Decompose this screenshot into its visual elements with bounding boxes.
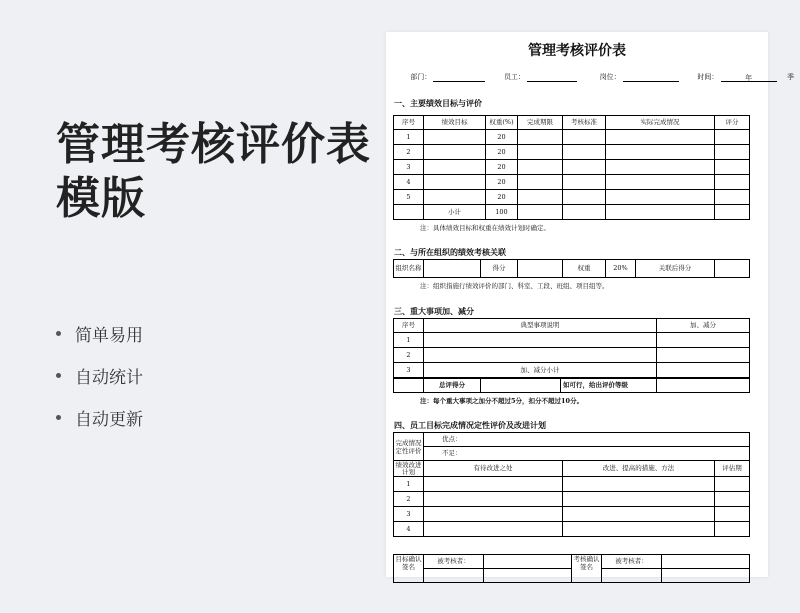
column-header: 考核标准 xyxy=(563,116,606,130)
cell xyxy=(563,205,606,220)
subtotal-label: 小计 xyxy=(424,205,486,220)
strengths-row xyxy=(394,433,750,447)
row-number: 2 xyxy=(394,492,424,507)
table-row xyxy=(394,507,750,522)
time-label: 时间： xyxy=(697,73,719,81)
bullet-icon xyxy=(56,373,61,378)
weight-cell: 20 xyxy=(486,130,518,145)
cell xyxy=(563,522,715,537)
weight-label: 权重 xyxy=(563,260,606,278)
meta-row xyxy=(394,72,794,82)
cell xyxy=(657,348,750,363)
cell xyxy=(606,160,715,175)
section2-note: 注：组织指施行绩效评价的部门、科室、工段、班组、项目组等。 xyxy=(420,282,609,290)
row-number: 2 xyxy=(394,348,424,363)
result-confirm-label: 考核确认签名 xyxy=(572,555,602,583)
subtotal-label: 加、减分小计 xyxy=(424,363,657,378)
total-score-table xyxy=(393,378,750,393)
cell xyxy=(563,190,606,205)
weaknesses-row xyxy=(394,447,750,461)
column-header: 序号 xyxy=(394,319,424,333)
feature-item xyxy=(56,312,143,354)
cell xyxy=(606,175,715,190)
cell xyxy=(424,569,484,583)
cell xyxy=(518,130,563,145)
cell xyxy=(394,379,424,393)
feature-label: 自动更新 xyxy=(75,409,143,430)
cell xyxy=(715,507,750,522)
cell xyxy=(606,190,715,205)
table-row xyxy=(394,492,750,507)
section2-heading: 二、与所在组织的绩效考核关联 xyxy=(394,247,506,257)
cell xyxy=(424,333,657,348)
cell xyxy=(424,507,563,522)
cell xyxy=(602,569,662,583)
cell xyxy=(563,130,606,145)
grade-label: 如可行，给出评价等级 xyxy=(561,379,657,393)
weight-cell: 20 xyxy=(486,175,518,190)
table-header-row xyxy=(394,116,750,130)
year-label: 年 xyxy=(745,74,753,82)
table-row xyxy=(394,130,750,145)
weight-value: 20% xyxy=(606,260,636,278)
cell xyxy=(606,145,715,160)
row-number: 4 xyxy=(394,175,424,190)
column-header: 序号 xyxy=(394,116,424,130)
cell xyxy=(424,477,563,492)
table-row xyxy=(394,379,750,393)
row-number: 2 xyxy=(394,145,424,160)
promo-title xyxy=(56,118,371,226)
section3-note: 注：每个重大事项之加分不超过5分，扣分不超过10分。 xyxy=(420,397,584,405)
column-header: 权重(%) xyxy=(486,116,518,130)
table-row xyxy=(394,145,750,160)
table-row xyxy=(394,190,750,205)
cell xyxy=(563,145,606,160)
table-row xyxy=(394,160,750,175)
cell xyxy=(715,190,750,205)
column-header: 加、减分 xyxy=(657,319,750,333)
feature-item xyxy=(56,354,143,396)
row-number: 4 xyxy=(394,522,424,537)
table-row xyxy=(394,333,750,348)
column-header: 评估期 xyxy=(715,461,750,477)
cell xyxy=(662,555,750,569)
row-number: 3 xyxy=(394,363,424,378)
cell xyxy=(606,130,715,145)
cell xyxy=(657,333,750,348)
table-row xyxy=(394,175,750,190)
row-number: 1 xyxy=(394,477,424,492)
qualitative-label: 完成情况定性评价 xyxy=(394,433,424,461)
cell xyxy=(518,205,563,220)
bullet-icon xyxy=(56,415,61,420)
column-header: 典型事项说明 xyxy=(424,319,657,333)
cell xyxy=(518,145,563,160)
cell xyxy=(424,160,486,175)
document-title: 管理考核评价表 xyxy=(528,43,626,59)
subtotal-row xyxy=(394,205,750,220)
cell xyxy=(518,260,563,278)
subtotal-value: 100 xyxy=(486,205,518,220)
row-number: 3 xyxy=(394,507,424,522)
row-number: 5 xyxy=(394,190,424,205)
feature-label: 简单易用 xyxy=(75,325,143,346)
table-row xyxy=(394,260,750,278)
cell xyxy=(424,492,563,507)
cell xyxy=(394,205,424,220)
improvement-table xyxy=(393,432,750,537)
strengths-label: 优点： xyxy=(424,433,750,447)
cell xyxy=(715,522,750,537)
column-header: 改进、提高的措施、方法 xyxy=(563,461,715,477)
cell xyxy=(563,477,715,492)
cell xyxy=(563,160,606,175)
cell xyxy=(424,175,486,190)
total-score-label: 总评得分 xyxy=(424,379,481,393)
cell xyxy=(715,160,750,175)
column-header: 有待改进之处 xyxy=(424,461,563,477)
table-header-row xyxy=(394,461,750,477)
cell xyxy=(657,379,750,393)
cell xyxy=(484,569,572,583)
row-number: 1 xyxy=(394,333,424,348)
cell xyxy=(424,145,486,160)
score-label: 得分 xyxy=(481,260,518,278)
assessor-label: 被考核者： xyxy=(602,555,662,569)
staff-label: 员工： xyxy=(503,73,525,81)
column-header: 实际完成情况 xyxy=(606,116,715,130)
cell xyxy=(484,555,572,569)
staff-field xyxy=(527,73,577,82)
cell xyxy=(715,260,750,278)
cell xyxy=(563,492,715,507)
signature-table xyxy=(393,554,750,583)
goals-table xyxy=(393,115,750,220)
row-number: 1 xyxy=(394,130,424,145)
cell xyxy=(715,145,750,160)
cell xyxy=(715,205,750,220)
promo-title-line1: 管理考核评价表 xyxy=(56,119,371,170)
cell xyxy=(518,175,563,190)
assessee-label: 被考核者： xyxy=(424,555,484,569)
row-number: 3 xyxy=(394,160,424,175)
cell xyxy=(518,190,563,205)
cell xyxy=(424,260,481,278)
cell xyxy=(662,569,750,583)
cell xyxy=(518,160,563,175)
weight-cell: 20 xyxy=(486,160,518,175)
cell xyxy=(715,477,750,492)
section1-heading: 一、主要绩效目标与评价 xyxy=(394,98,482,108)
feature-list xyxy=(56,312,143,438)
cell xyxy=(424,522,563,537)
cell xyxy=(481,379,561,393)
cell xyxy=(657,363,750,378)
post-label: 岗位： xyxy=(599,73,621,81)
section3-heading: 三、重大事项加、减分 xyxy=(394,306,474,316)
post-field xyxy=(623,73,679,82)
linked-score-label: 关联后得分 xyxy=(636,260,715,278)
table-header-row xyxy=(394,319,750,333)
weight-cell: 20 xyxy=(486,145,518,160)
bullet-icon xyxy=(56,331,61,336)
table-row xyxy=(394,522,750,537)
column-header: 评分 xyxy=(715,116,750,130)
cell xyxy=(606,205,715,220)
column-header: 绩效目标 xyxy=(424,116,486,130)
table-row xyxy=(394,555,750,569)
table-row xyxy=(394,477,750,492)
document-preview xyxy=(386,32,795,577)
cell xyxy=(563,175,606,190)
section1-note: 注：具体绩效目标和权重在绩效计划时确定。 xyxy=(420,224,550,232)
dept-label: 部门： xyxy=(410,73,432,81)
table-row xyxy=(394,363,750,378)
season-label: 季 xyxy=(787,73,795,81)
cell xyxy=(715,492,750,507)
cell xyxy=(424,348,657,363)
promo-title-line2: 模版 xyxy=(56,173,146,224)
cell xyxy=(424,130,486,145)
target-confirm-label: 目标确认签名 xyxy=(394,555,424,583)
column-header: 完成期限 xyxy=(518,116,563,130)
cell xyxy=(424,190,486,205)
weight-cell: 20 xyxy=(486,190,518,205)
section4-heading: 四、员工目标完成情况定性评价及改进计划 xyxy=(394,420,546,430)
cell xyxy=(715,175,750,190)
year-field xyxy=(721,73,777,82)
cell xyxy=(715,130,750,145)
feature-label: 自动统计 xyxy=(75,367,143,388)
weaknesses-label: 不足： xyxy=(424,447,750,461)
org-name-label: 组织名称 xyxy=(394,260,424,278)
cell xyxy=(563,507,715,522)
table-row xyxy=(394,348,750,363)
dept-field xyxy=(433,73,485,82)
org-link-table xyxy=(393,259,750,278)
column-header: 绩效改进计划 xyxy=(395,460,422,476)
major-items-table xyxy=(393,318,750,378)
feature-item xyxy=(56,396,143,438)
